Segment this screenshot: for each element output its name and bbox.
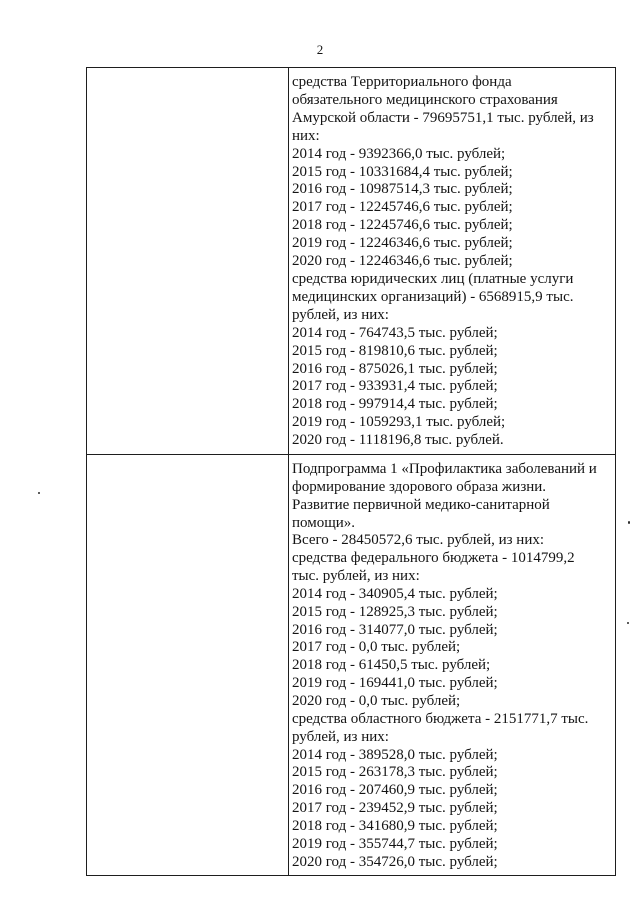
empty-left-cell [87, 68, 289, 455]
text-line: средства Территориального фонда [292, 74, 512, 90]
text-line: обязательного медицинского страхования [292, 91, 558, 108]
year-line: 2017 год - 12245746,6 тыс. рублей; [292, 199, 513, 216]
total-line: Всего - 28450572,6 тыс. рублей, из них: [292, 532, 545, 549]
year-line: 2020 год - 354726,0 тыс. рублей; [292, 853, 498, 870]
year-line: 2017 год - 933931,4 тыс. рублей; [292, 378, 498, 395]
year-line: 2019 год - 1059293,1 тыс. рублей; [292, 414, 506, 431]
text-line: рублей, из них: [292, 728, 389, 745]
year-line: 2020 год - 1118196,8 тыс. рублей. [292, 432, 504, 449]
year-line: 2016 год - 207460,9 тыс. рублей; [292, 782, 498, 799]
subprogram-title-line: помощи». [292, 514, 356, 531]
year-line: 2014 год - 389528,0 тыс. рублей; [292, 746, 498, 763]
year-line: 2016 год - 875026,1 тыс. рублей; [292, 360, 498, 377]
text-line: рублей, из них: [292, 306, 389, 323]
year-line: 2019 год - 355744,7 тыс. рублей; [292, 835, 498, 852]
page-number: 2 [316, 42, 324, 57]
text-line: медицинских организаций) - 6568915,9 тыс. [292, 288, 574, 305]
year-line: 2020 год - 12246346,6 тыс. рублей; [292, 253, 513, 270]
subprogram-title-line: Развитие первичной медико-санитарной [292, 496, 550, 513]
year-line: 2018 год - 997914,4 тыс. рублей; [292, 396, 498, 413]
year-line: 2018 год - 61450,5 тыс. рублей; [292, 657, 491, 674]
year-line: 2014 год - 340905,4 тыс. рублей; [292, 585, 498, 602]
year-line: 2015 год - 263178,3 тыс. рублей; [292, 764, 498, 781]
year-line: 2017 год - 239452,9 тыс. рублей; [292, 800, 498, 817]
subprogram-title-line: Подпрограмма 1 «Профилактика заболеваний и [292, 461, 597, 478]
year-line: 2017 год - 0,0 тыс. рублей; [292, 639, 461, 656]
year-line: 2019 год - 12246346,6 тыс. рублей; [292, 235, 513, 252]
year-line: 2015 год - 128925,3 тыс. рублей; [292, 603, 498, 620]
program-table [86, 67, 616, 876]
scan-speck [627, 622, 629, 624]
text-line: средства юридических лиц (платные услуги [292, 270, 574, 287]
year-line: 2016 год - 314077,0 тыс. рублей; [292, 621, 498, 638]
year-line: 2018 год - 341680,9 тыс. рублей; [292, 817, 498, 834]
text-line: средства областного бюджета - 2151771,7 тыс. [292, 710, 589, 727]
scan-speck [38, 492, 40, 494]
year-line: 2019 год - 169441,0 тыс. рублей; [292, 675, 498, 692]
subprogram-title-line: формирование здорового образа жизни. [292, 478, 547, 495]
year-line: 2020 год - 0,0 тыс. рублей; [292, 693, 461, 709]
year-line: 2018 год - 12245746,6 тыс. рублей; [292, 217, 513, 234]
subprogram-1-cell [289, 455, 616, 876]
funding-tfoms-cell [289, 68, 616, 455]
year-line: 2014 год - 9392366,0 тыс. рублей; [292, 145, 506, 162]
year-line: 2016 год - 10987514,3 тыс. рублей; [292, 181, 513, 198]
text-line: средства федерального бюджета - 1014799,2 [292, 550, 575, 567]
table-row-tfoms [87, 68, 616, 455]
text-line: тыс. рублей, из них: [292, 568, 420, 585]
year-line: 2014 год - 764743,5 тыс. рублей; [292, 324, 498, 341]
table-row-subprogram-1 [87, 455, 616, 876]
year-line: 2015 год - 10331684,4 тыс. рублей; [292, 163, 513, 180]
year-line: 2015 год - 819810,6 тыс. рублей; [292, 342, 498, 359]
text-line: Амурской области - 79695751,1 тыс. рублей, из [292, 109, 594, 126]
empty-left-cell [87, 455, 289, 876]
scan-speck [628, 521, 630, 524]
text-line: них: [292, 127, 320, 144]
